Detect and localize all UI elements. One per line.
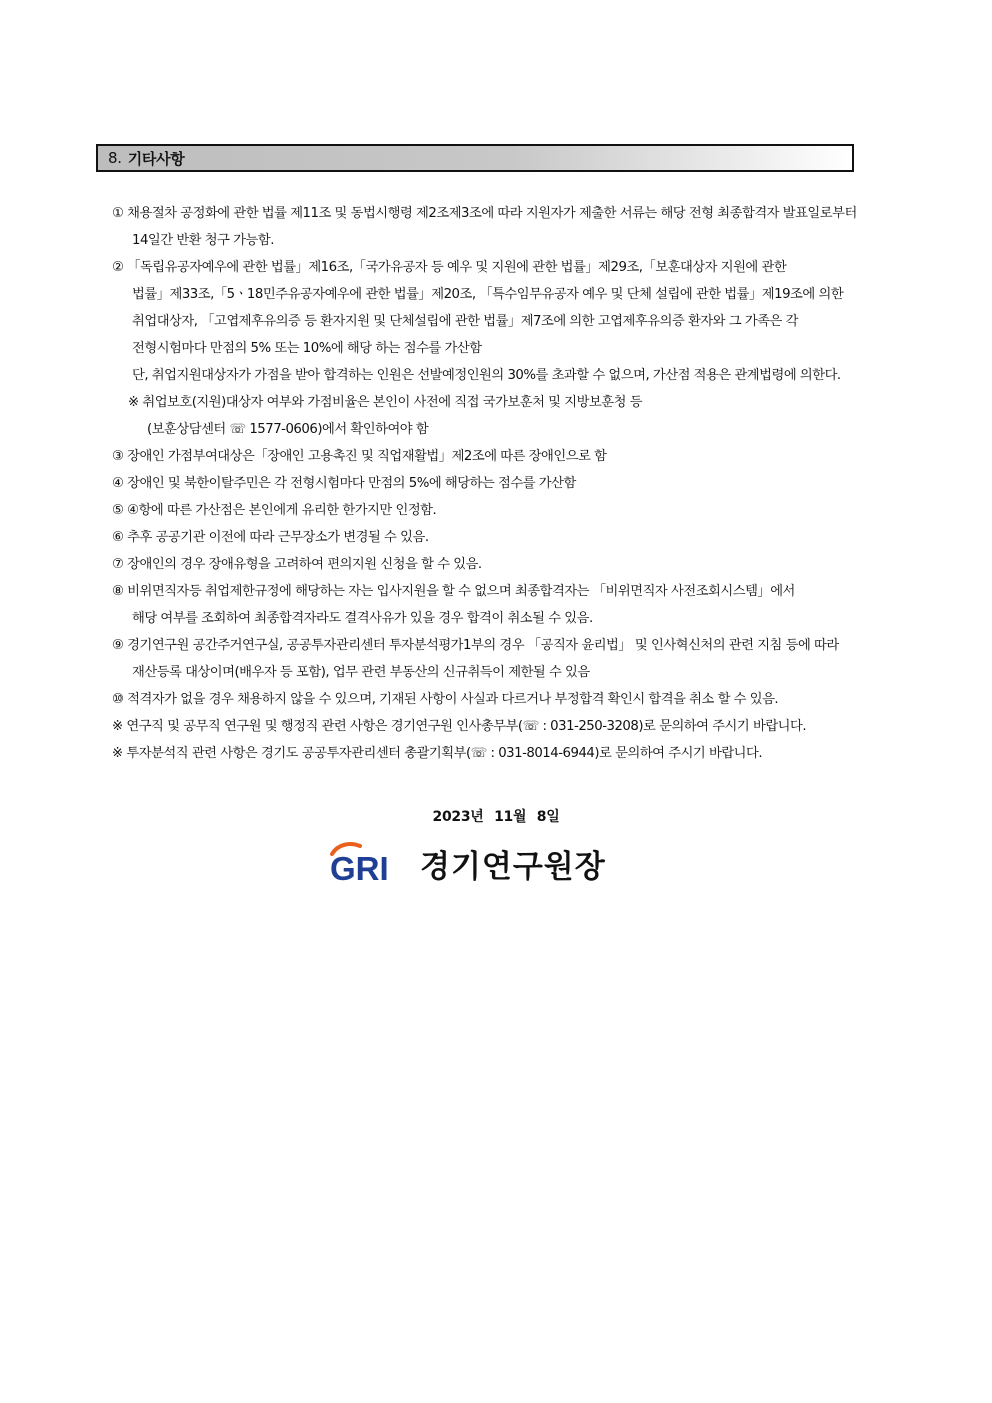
signature-block: [328, 840, 606, 886]
item-3: ③ 장애인 가점부여대상은「장애인 고용촉진 및 직업재활법」제2조에 따른 장애인으로 함: [112, 449, 607, 464]
item-2-note-line-2: (보훈상담센터 ☏ 1577-0606)에서 확인하여야 함: [147, 422, 429, 437]
item-9-line-2: 재산등록 대상이며(배우자 등 포함), 업무 관련 부동산의 신규취득이 제한될 수 있음: [132, 665, 590, 680]
item-7: ⑦ 장애인의 경우 장애유형을 고려하여 편의지원 신청을 할 수 있음.: [112, 557, 482, 572]
item-1-line-1: ① 채용절차 공정화에 관한 법률 제11조 및 동법시행령 제2조제3조에 따라 지원자가 제출한 서류는 해당 전형 최종합격자 발표일로부터: [112, 206, 857, 221]
organization-head-name: 경기연구원장: [420, 848, 606, 885]
contact-note-1: ※ 연구직 및 공무직 연구원 및 행정직 관련 사항은 경기연구원 인사총무부(☏ : 031-250-3208)로 문의하여 주시기 바랍니다.: [112, 719, 807, 734]
item-9-line-1: ⑨ 경기연구원 공간주거연구실, 공공투자관리센터 투자분석평가1부의 경우 「공직자 윤리법」 및 인사혁신처의 관련 지침 등에 따라: [112, 638, 839, 653]
gri-logo-icon: [328, 840, 398, 886]
section-number: 8.: [108, 149, 122, 167]
item-4: ④ 장애인 및 북한이탈주민은 각 전형시험마다 만점의 5%에 해당하는 점수를 가산함: [112, 476, 576, 491]
item-1-line-2: 14일간 반환 청구 가능함.: [132, 233, 274, 248]
item-5: ⑤ ④항에 따른 가산점은 본인에게 유리한 한가지만 인정함.: [112, 503, 437, 518]
date-year: 2023년: [432, 809, 484, 825]
section-title: 기타사항: [127, 149, 185, 168]
item-2-line-3: 취업대상자, 「고엽제후유의증 등 환자지원 및 단체설립에 관한 법률」제7조에 의한 고엽제후유의증 환자와 그 가족은 각: [132, 314, 798, 329]
date-day: 8일: [536, 809, 560, 825]
item-8-line-1: ⑧ 비위면직자등 취업제한규정에 해당하는 자는 입사지원을 할 수 없으며 최종합격자는 「비위면직자 사전조회시스템」에서: [112, 584, 795, 599]
date-month: 11월: [494, 809, 527, 825]
item-2-line-2: 법률」제33조,「5ㆍ18민주유공자예우에 관한 법률」제20조, 「특수임무유공자 예우 및 단체 설립에 관한 법률」제19조에 의한: [132, 287, 844, 302]
item-6: ⑥ 추후 공공기관 이전에 따라 근무장소가 변경될 수 있음.: [112, 530, 429, 545]
item-8-line-2: 해당 여부를 조회하여 최종합격자라도 결격사유가 있을 경우 합격이 취소될 수 있음.: [132, 611, 593, 626]
contact-note-2: ※ 투자분석직 관련 사항은 경기도 공공투자관리센터 총괄기획부(☏ : 031-8014-6944)로 문의하여 주시기 바랍니다.: [112, 746, 763, 761]
item-2-line-4: 전형시험마다 만점의 5% 또는 10%에 해당 하는 점수를 가산함: [132, 341, 482, 356]
notice-body: [112, 200, 872, 767]
item-2-line-5: 단, 취업지원대상자가 가점을 받아 합격하는 인원은 선발예정인원의 30%를 초과할 수 없으며, 가산점 적용은 관계법령에 의한다.: [132, 368, 841, 383]
logo-text: GRI: [330, 850, 389, 886]
item-2-line-1: ② 「독립유공자예우에 관한 법률」제16조,「국가유공자 등 예우 및 지원에 관한 법률」제29조,「보훈대상자 지원에 관한: [112, 260, 787, 275]
notice-date: [0, 806, 992, 826]
section-header: [96, 144, 854, 172]
gri-logo-mark: [328, 840, 398, 886]
item-2-note-line-1: ※ 취업보호(지원)대상자 여부와 가점비율은 본인이 사전에 직접 국가보훈처 및 지방보훈청 등: [128, 395, 643, 410]
item-10: ⑩ 적격자가 없을 경우 채용하지 않을 수 있으며, 기재된 사항이 사실과 다르거나 부정합격 확인시 합격을 취소 할 수 있음.: [112, 692, 779, 707]
